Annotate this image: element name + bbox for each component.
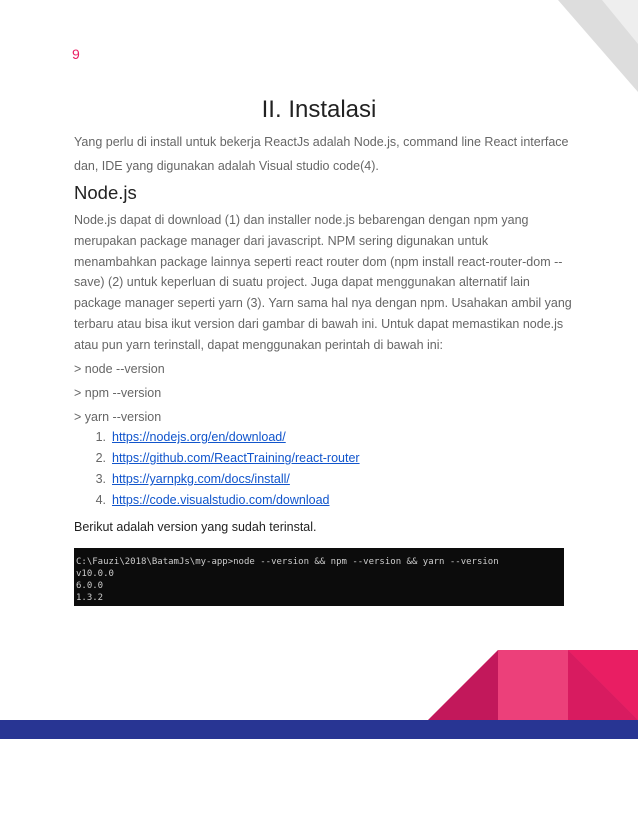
list-number: 1. — [95, 430, 106, 444]
terminal-line: 6.0.0 — [76, 581, 104, 591]
command-yarn-version: > yarn --version — [74, 410, 162, 424]
page-number: 9 — [72, 46, 80, 62]
list-item — [74, 451, 360, 472]
list-item — [74, 493, 360, 514]
bottom-decoration — [0, 650, 638, 826]
list-item — [74, 472, 360, 493]
list-number: 4. — [95, 493, 106, 507]
list-item — [74, 430, 360, 451]
terminal-line: C:\Fauzi\2018\BatamJs\my-app>node --version && npm --version && yarn --version — [76, 557, 499, 567]
terminal-line: v10.0.0 — [76, 569, 114, 579]
list-number: 2. — [95, 451, 106, 465]
terminal-line: 1.3.2 — [76, 593, 104, 603]
command-npm-version: > npm --version — [74, 386, 162, 400]
version-caption: Berikut adalah version yang sudah terinstal. — [74, 520, 317, 534]
reference-links — [74, 430, 360, 514]
command-node-version: > node --version — [74, 362, 165, 376]
corner-decoration — [558, 0, 638, 92]
list-number: 3. — [95, 472, 106, 486]
intro-paragraph: Yang perlu di install untuk bekerja ReactJs adalah Node.js, command line React interface dan, IDE yang digunakan adalah Visual studio code(4). — [74, 135, 569, 173]
link-nodejs[interactable]: https://nodejs.org/en/download/ — [112, 430, 286, 444]
terminal-screenshot — [74, 548, 564, 606]
link-react-router[interactable]: https://github.com/ReactTraining/react-router — [112, 451, 360, 465]
link-yarn[interactable]: https://yarnpkg.com/docs/install/ — [112, 472, 290, 486]
nodejs-heading: Node.js — [74, 182, 137, 203]
link-vscode[interactable]: https://code.visualstudio.com/download — [112, 493, 330, 507]
page-title: II. Instalasi — [261, 96, 377, 123]
nodejs-paragraph: Node.js dapat di download (1) dan installer node.js bebarengan dengan npm yang merupakan package manager dari javascript. NPM sering digunakan untuk menambahkan package lainnya seperti react router dom (npm install react-router-dom --save) (2) untuk keperluan di suatu project. Juga dapat menggunakan alternatif lain package manager seperti yarn (3). Yarn sama hal nya dengan npm. Usahakan ambil yang terbaru atau bisa ikut version dari gambar di bawah ini. Untuk dapat memastikan node.js atau pun yarn terinstall, dapat menggunakan perintah di bawah ini: — [74, 213, 572, 352]
